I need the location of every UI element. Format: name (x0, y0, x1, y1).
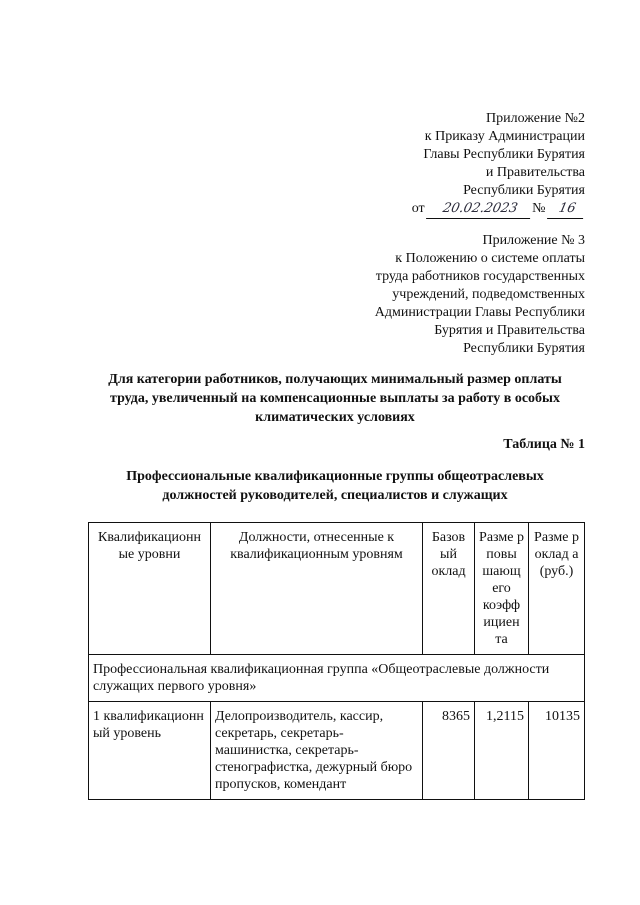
header-base-salary: Базов ый оклад (423, 523, 475, 655)
date-prefix: от (411, 201, 425, 216)
header-coefficient: Разме р повы шающ его коэфф ициен та (475, 523, 529, 655)
group-title-row (89, 655, 585, 702)
category-heading-line: Для категории работников, получающих минимальный размер оплаты (108, 372, 562, 387)
table-number: Таблица № 1 (503, 437, 585, 452)
appendix-2-line: Республики Бурятия (463, 183, 585, 198)
tables-title-line: должностей руководителей, специалистов и служащих (162, 488, 508, 503)
header-salary: Разме р оклад а (руб.) (529, 523, 585, 655)
cell-base-salary: 8365 (423, 702, 475, 800)
appendix-2-line: к Приказу Администрации (424, 129, 585, 144)
header-positions: Должности, отнесенные к квалификационным уровням (211, 523, 423, 655)
appendix-2-line: Приложение №2 (486, 111, 585, 126)
cell-level: 1 квалификационн ый уровень (89, 702, 211, 800)
category-heading (80, 370, 590, 427)
appendix-3-line: к Положению о системе оплаты (395, 251, 585, 266)
appendix-3-line: Бурятия и Правительства (434, 323, 585, 338)
table-header-row (89, 523, 585, 655)
appendix-3-line: труда работников государственных (375, 269, 585, 284)
category-heading-line: труда, увеличенный на компенсационные выплаты за работу в особых (110, 391, 560, 406)
appendix-2-line: Главы Республики Бурятия (423, 147, 585, 162)
cell-salary: 10135 (529, 702, 585, 800)
category-heading-line: климатических условиях (255, 410, 415, 425)
handwritten-number: 16 (547, 200, 587, 219)
tables-title-line: Профессиональные квалификационные группы общеотраслевых (126, 469, 544, 484)
salary-table (88, 522, 585, 800)
header-qualification-levels: Квалификационн ые уровни (89, 523, 211, 655)
table-row (89, 702, 585, 800)
appendix-3-line: Приложение № 3 (482, 233, 585, 248)
group-title: Профессиональная квалификационная группа «Общеотраслевые должности служащих первого уровня» (89, 655, 585, 702)
appendix-3-line: Республики Бурятия (463, 341, 585, 356)
cell-coefficient: 1,2115 (475, 702, 529, 800)
appendix-2-line: и Правительства (485, 165, 585, 180)
appendix-3-header (375, 232, 585, 358)
order-date-line (412, 200, 585, 219)
cell-positions: Делопроизводитель, кассир, секретарь, секретарь-машинистка, секретарь-стенографистка, дежурный бюро пропусков, комендант (211, 702, 423, 800)
appendix-2-header (412, 110, 585, 219)
number-sign: № (532, 201, 546, 216)
appendix-3-line: Администрации Главы Республики (374, 305, 585, 320)
appendix-3-line: учреждений, подведомственных (392, 287, 585, 302)
handwritten-date: 20.02.2023 (426, 200, 534, 219)
tables-title (80, 467, 590, 505)
